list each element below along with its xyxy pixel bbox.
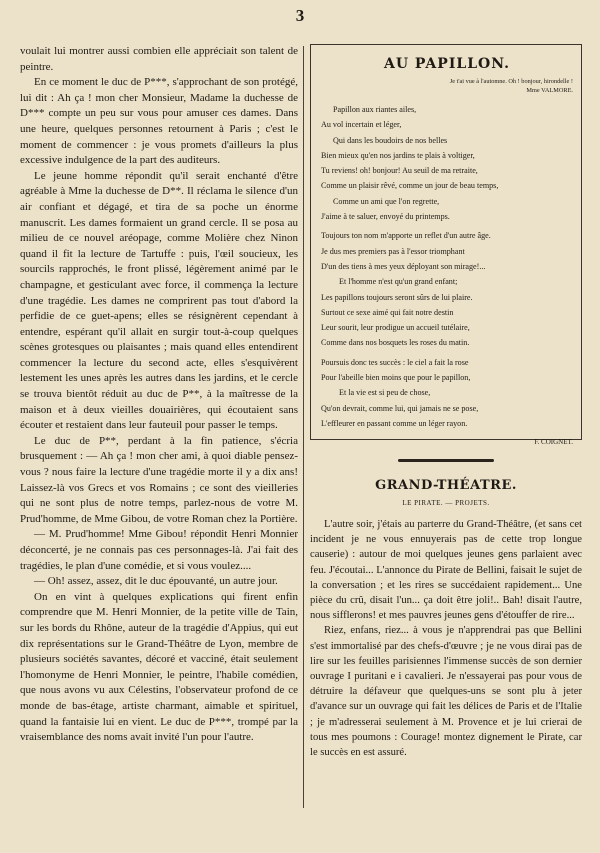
poem-stanza bbox=[321, 102, 573, 224]
poem-box bbox=[310, 44, 582, 447]
poem-line: Et l'homme n'est qu'un grand enfant; bbox=[339, 277, 458, 287]
article-paragraph: — Oh! assez, assez, dit le duc épouvanté, un autre jour. bbox=[34, 575, 278, 588]
poem-title: AU PAPILLON. bbox=[383, 56, 511, 72]
section-separator bbox=[398, 458, 494, 464]
poem-line: Et la vie est si peu de chose, bbox=[339, 388, 431, 398]
right-column bbox=[310, 44, 582, 760]
poem-line: Comme un ami que l'on regrette, bbox=[333, 196, 440, 206]
poem-line: Papillon aux riantes ailes, bbox=[333, 105, 417, 114]
poem-line: Surtout ce sexe aimé qui fait notre destin bbox=[321, 307, 454, 317]
poem-line: Poursuis donc tes succès : le ciel a fait la rose bbox=[321, 357, 469, 367]
article-paragraph: Le jeune homme répondit qu'il serait enchanté d'être agréable à Mme la duchesse de D**. Il réclama le silence d'un air confiant et dégagé, et tira de sa poche un énorme manuscrit. Les dames formaient un grand cercle. Il se posa au milieu de ce nouvel aréopage, comme Molière chez Ninon quand il fit la lecture de Tartuffe : puis, l'œil soucieux, les sourcils rapprochés, le front plissé, légèrement animé par le champagne, et gesticulant avec force, il commença la lecture d'une tragédie. Les dames ne comprirent pas tout d'abord la perfidie de ce guet-apens; elles se résignèrent cependant à entendre, espérant qu'il allait en surgir tout-à-coup quelques scènes grotesques ou plaisantes ; mais quand elles entendirent commencer la lecture du second acte, elles s'esquivèrent lestement les unes après les autres dans les jardins, et le cercle se trouva bientôt réduit au duc de P**, à la maîtresse de la maison et à deux vieilles douairières, qui écoutaient sans écouter et restaient dans leur fauteuil pour passer le temps. bbox=[20, 169, 298, 432]
poem-line: Leur sourit, leur prodigue un accueil tutélaire, bbox=[321, 323, 470, 333]
column-divider bbox=[303, 46, 304, 808]
poem-epigraph-author: Mme VALMORE. bbox=[526, 87, 573, 94]
poem-line: Comme un plaisir rêvé, comme un jour de beau temps, bbox=[321, 181, 499, 191]
left-column-article bbox=[20, 44, 298, 746]
theatre-paragraph: Riez, enfans, riez... à vous je n'apprendrai pas que Bellini s'est immortalisé par des chefs-d'œuvre ; je ne vous dirai pas de lire sur les feuilles parisiennes l'immense succès de son dernier ouvrage I puritani e i cavalieri. Je n'essayerai pas pour vous de détruire la défaveur que quelques-uns se sont plu à jeter d'avance sur un ouvrage qui fait les délices de Paris et de l'Italie ; je m'adresserai seulement à M. Provence et je lui crierai de tous mes poumons : Courage! montez dignement le Pirate, car le succès en est assuré. bbox=[310, 625, 582, 759]
poem-line: Comme dans nos bosquets les roses du matin. bbox=[321, 338, 470, 348]
poem-signature: F. COIGNET. bbox=[534, 438, 573, 447]
poem-line: Pour l'abeille bien moins que pour le papillon, bbox=[321, 373, 471, 383]
article-paragraph: En ce moment le duc de P***, s'approchant de son protégé, lui dit : Ah ça ! mon cher Monsieur, Madame la duchesse de D*** compte un peu sur vous pour amuser ces dames. Dans une heure, quelques personnes retournent à Paris ; c'est le moment de commencer : je vous promets d'ailleurs la plus excessive indulgence de la part des auditeurs. bbox=[20, 76, 298, 167]
poem-line: Je dus mes premiers pas à l'essor triomphant bbox=[321, 246, 465, 256]
poem-line: Bien mieux qu'en nos jardins te plais à voltiger, bbox=[321, 150, 475, 160]
theatre-paragraph: L'autre soir, j'étais au parterre du Grand-Théâtre, (et sans cet incident je ne vous ennuyerais pas de cette trop longue causerie) : autour de moi quelques jeunes gens parlaient avec feu. J'écoutai... L'annonce du Pirate de Bellini, faisait le sujet de la conversation ; et les rires se succédaient rapidement... Une pièce du crû, disait l'un... ça doit être joli!.. Bah! disait l'autre, nous sifflerons! et mes pauvres jeunes gens d'étouffer de rire... bbox=[310, 519, 582, 622]
poem-line: J'aime à te saluer, envoyé du printemps. bbox=[321, 212, 450, 222]
theatre-subtitle: LE PIRATE. — PROJETS. bbox=[402, 499, 490, 507]
theatre-title: GRAND-THÉATRE. bbox=[375, 478, 517, 493]
poem-epigraph: Je t'ai vue à l'automne. Oh ! bonjour, hirondelle ! bbox=[449, 78, 573, 85]
theatre-article bbox=[310, 517, 582, 760]
page-number: 3 bbox=[295, 6, 305, 25]
poem-line: L'effleurer en passant comme un léger rayon. bbox=[321, 418, 468, 428]
article-paragraph: voulait lui montrer aussi combien elle appréciait son talent de peintre. bbox=[20, 45, 298, 73]
poem-line: Au vol incertain et léger, bbox=[321, 120, 402, 130]
poem-line: Les papillons toujours seront sûrs de lui plaire. bbox=[321, 292, 473, 302]
poem-stanza bbox=[321, 355, 573, 431]
poem-line: Tu reviens! oh! bonjour! Au seuil de ma retraite, bbox=[321, 166, 478, 176]
poem-stanza bbox=[321, 228, 573, 350]
poem-line: Qui dans les boudoirs de nos belles bbox=[333, 135, 448, 145]
poem-line: Qu'on devrait, comme lui, qui jamais ne se pose, bbox=[321, 403, 479, 413]
poem-line: D'un des tiens à mes yeux déployant son mirage!... bbox=[321, 261, 486, 271]
article-paragraph: Le duc de P**, perdant à la fin patience, s'écria brusquement : — Ah ça ! mon cher ami, à quoi diable pensez-vous ? nous faire la lecture d'une tragédie morte il y a dix ans! Laissez-là vos Grecs et vos Romains ; ce sont des vieilleries qui ne sont plus de notre temps, parlez-nous de votre M. Prud'homme, de Mme Gibou, de votre Roman chez la Portière. bbox=[20, 434, 298, 525]
article-paragraph: On en vint à quelques explications qui firent enfin comprendre que M. Henri Monnier, de la petite ville de Tain, sur les bords du Rhône, auteur de la tragédie d'Appius, qui eut dix représentations sur le Grand-Théâtre de Lyon, membre de plusieurs sociétés savantes, décoré et vacciné, était seulement l'homonyme de Henri Monnier, le peintre, l'habile comédien, que nous avons vu aux Célestins, l'observateur profond de ce monde de bas-étage, artiste charmant, aimable et spirituel, quand la fantaisie lui en vient. Le duc de P***, trompé par la vraisemblance des noms avait invité l'un pour l'autre. bbox=[20, 590, 298, 744]
article-paragraph: — M. Prud'homme! Mme Gibou! répondit Henri Monnier déconcerté, je ne connais pas ces personnages-là. J'ai fait des tragédies, le plan d'une comédie, et si vous voulez.... bbox=[20, 528, 298, 572]
poem-line: Toujours ton nom m'apporte un reflet d'un autre âge. bbox=[321, 231, 491, 241]
